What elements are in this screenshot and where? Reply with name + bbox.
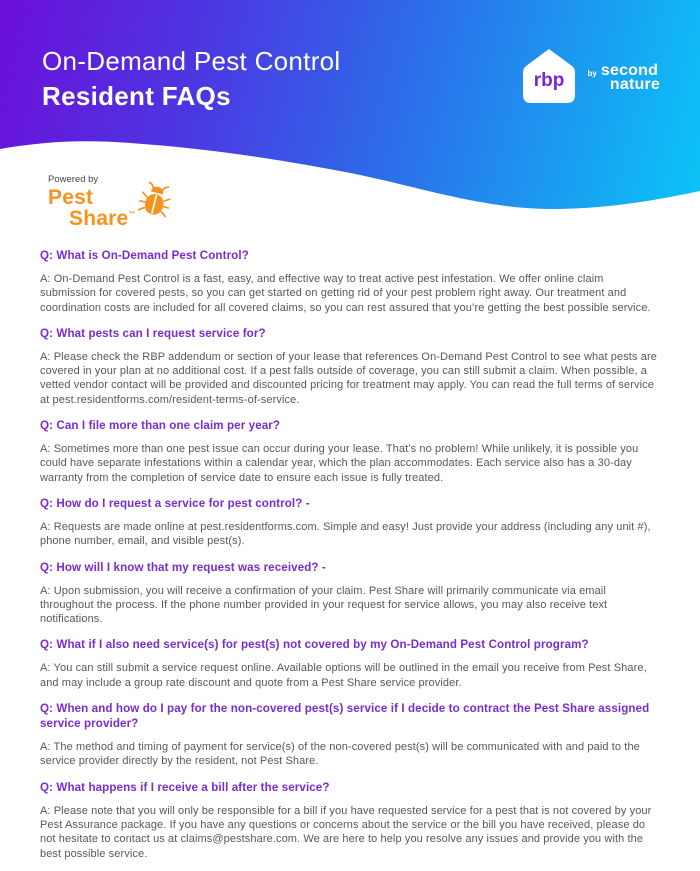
faq-item bbox=[40, 248, 660, 315]
faq-item bbox=[40, 326, 660, 407]
trademark-symbol: ™ bbox=[128, 211, 136, 218]
faq-item bbox=[40, 418, 660, 485]
faq-question: Q: How will I know that my request was received? - bbox=[40, 560, 326, 574]
page-title-line2: Resident FAQs bbox=[42, 81, 231, 111]
pest-share-word-pest: Pest bbox=[48, 186, 94, 209]
faq-question: Q: Can I file more than one claim per year? bbox=[40, 419, 281, 433]
second-nature-wordmark bbox=[588, 63, 660, 92]
second-nature-line2: nature bbox=[609, 75, 660, 93]
faq-question: Q: What pests can I request service for? bbox=[40, 326, 266, 340]
faq-item bbox=[40, 560, 660, 627]
pest-share-word-share: Share bbox=[69, 207, 129, 230]
faq-question: Q: What if I also need service(s) for pest(s) not covered by my On-Demand Pest Control program? bbox=[40, 638, 589, 652]
rbp-logo-text: rbp bbox=[533, 70, 564, 91]
faq-answer: A: The method and timing of payment for service(s) of the non-covered pest(s) will be communicated with and paid to the service provider directly by the resident, not Pest Share. bbox=[40, 741, 640, 768]
faq-item bbox=[40, 637, 660, 690]
faq-question: Q: What is On-Demand Pest Control? bbox=[40, 249, 249, 262]
faq-list bbox=[0, 234, 700, 861]
faq-answer: A: Sometimes more than one pest issue can occur during your lease. That’s no problem! While unlikely, it is possible you could have separate infestations within a calendar year, which the plan accommodates. Each service also has a 30-day warranty from the completion of service date to ensure each issue is fully treated. bbox=[40, 443, 639, 484]
rbp-logo-icon bbox=[519, 46, 579, 108]
faq-answer: A: Please note that you will only be responsible for a bill if you have requested service for a pest that is not covered by your Pest Assurance package. If you have any questions or concerns about the service or the bill you have received, please do not hesitate to contact us at claims@pestshare.com. We are here to help you resolve any issues and provide you with the best possible service. bbox=[40, 804, 652, 860]
faq-answer: A: On-Demand Pest Control is a fast, easy, and effective way to treat active pest infestation. We offer online claim submission for covered pests, so you can get started on getting rid of your pest problem right away. Our treatment and coordination costs are included for all covered claims, so you can rest assured that you’re getting the best possible service. bbox=[40, 273, 651, 314]
faq-answer: A: You can still submit a service request online. Available options will be outlined in the email you receive from Pest Share, and may include a group rate discount and quote from a Pest Share service provider. bbox=[40, 662, 647, 689]
powered-by-label: Powered by bbox=[48, 174, 99, 185]
beetle-icon bbox=[135, 180, 175, 223]
page-title bbox=[42, 44, 341, 114]
second-nature-line1: second bbox=[600, 61, 659, 79]
page-title-line1: On-Demand Pest Control bbox=[42, 46, 341, 76]
faq-question: Q: When and how do I pay for the non-covered pest(s) service if I decide to contract the Pest Share assigned service provider? bbox=[40, 702, 650, 731]
header-banner bbox=[0, 0, 700, 234]
faq-item bbox=[40, 496, 660, 549]
faq-question: Q: What happens if I receive a bill after the service? bbox=[40, 780, 330, 794]
faq-answer: A: Requests are made online at pest.residentforms.com. Simple and easy! Just provide your address (including any unit #), phone number, email, and visible pest(s). bbox=[40, 520, 651, 548]
rbp-second-nature-logo bbox=[519, 46, 660, 108]
faq-item bbox=[40, 780, 660, 861]
pest-share-logo bbox=[48, 174, 171, 230]
faq-question: Q: How do I request a service for pest control? - bbox=[40, 496, 310, 510]
faq-item bbox=[40, 701, 660, 769]
faq-answer: A: Upon submission, you will receive a confirmation of your claim. Pest Share will primarily communicate via email throughout the process. If the phone number provided in your request for service allows, you may also receive text notifications. bbox=[40, 584, 608, 626]
by-label: by bbox=[587, 68, 597, 78]
faq-answer: A: Please check the RBP addendum or section of your lease that references On-Demand Pest Control to see what pests are covered in your plan at no additional cost. If a pest falls outside of coverage, you can still submit a claim. When possible, a vetted vendor contact will be provided and discounted pricing for treatment may apply. You can read the full terms of service at pest.residentforms.com/resident-terms-of-service. bbox=[40, 350, 657, 406]
